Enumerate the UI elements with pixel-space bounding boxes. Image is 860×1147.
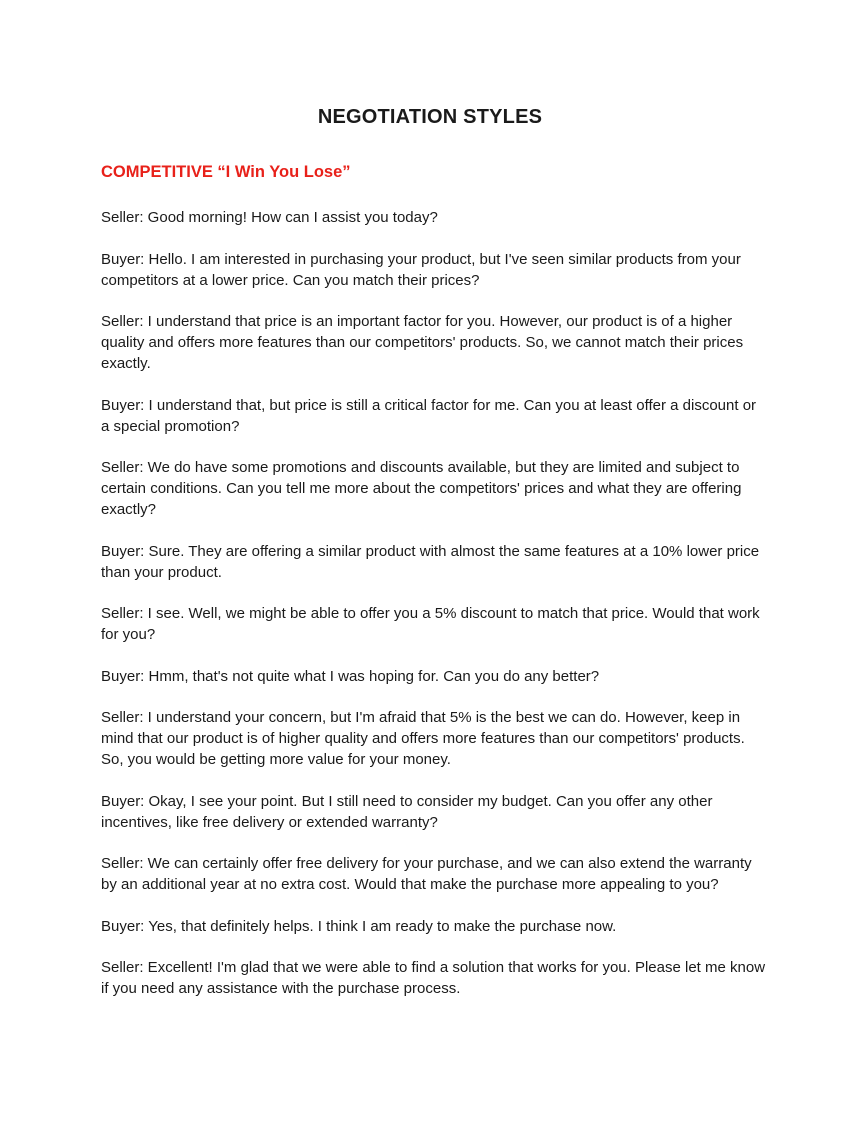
dialogue-line: Seller: We do have some promotions and discounts available, but they are limited and subject to certain conditions. Can you tell me more about the competitors' prices and what they are offering exactly?: [101, 459, 742, 518]
dialogue-line: Seller: I understand your concern, but I'm afraid that 5% is the best we can do. However, keep in mind that our product is of higher quality and offers more features than our competitors' products. So, you would be getting more value for your money.: [101, 709, 745, 768]
dialogue-line: Buyer: I understand that, but price is still a critical factor for me. Can you at least offer a discount or a special promotion?: [101, 396, 757, 435]
dialogue-line: Seller: Good morning! How can I assist you today?: [101, 209, 438, 226]
dialogue-line: Seller: I see. Well, we might be able to offer you a 5% discount to match that price. Would that work for you?: [101, 605, 760, 643]
section-heading-competitive: COMPETITIVE “I Win You Lose”: [101, 163, 351, 181]
document-title: NEGOTIATION STYLES: [317, 106, 543, 128]
dialogue-line: Seller: Excellent! I'm glad that we were able to find a solution that works for you. Please let me know if you need any assistance with the purchase process.: [101, 959, 766, 997]
dialogue-line: Buyer: Hmm, that's not quite what I was hoping for. Can you do any better?: [101, 667, 600, 685]
dialogue-body: [101, 207, 766, 1020]
dialogue-line: Seller: I understand that price is an important factor for you. However, our product is of a higher quality and offers more features than our competitors' products. So, we cannot match their prices exactly.: [101, 313, 744, 372]
dialogue-line: Buyer: Sure. They are offering a similar product with almost the same features at a 10% lower price than your product.: [101, 542, 760, 581]
dialogue-line: Buyer: Okay, I see your point. But I still need to consider my budget. Can you offer any other incentives, like free delivery or extended warranty?: [101, 792, 713, 831]
dialogue-line: Seller: We can certainly offer free delivery for your purchase, and we can also extend the warranty by an additional year at no extra cost. Would that make the purchase more appealing to you?: [101, 855, 752, 893]
dialogue-line: Buyer: Hello. I am interested in purchasing your product, but I've seen similar products from your competitors at a lower price. Can you match their prices?: [101, 250, 741, 289]
dialogue-line: Buyer: Yes, that definitely helps. I think I am ready to make the purchase now.: [101, 917, 617, 935]
